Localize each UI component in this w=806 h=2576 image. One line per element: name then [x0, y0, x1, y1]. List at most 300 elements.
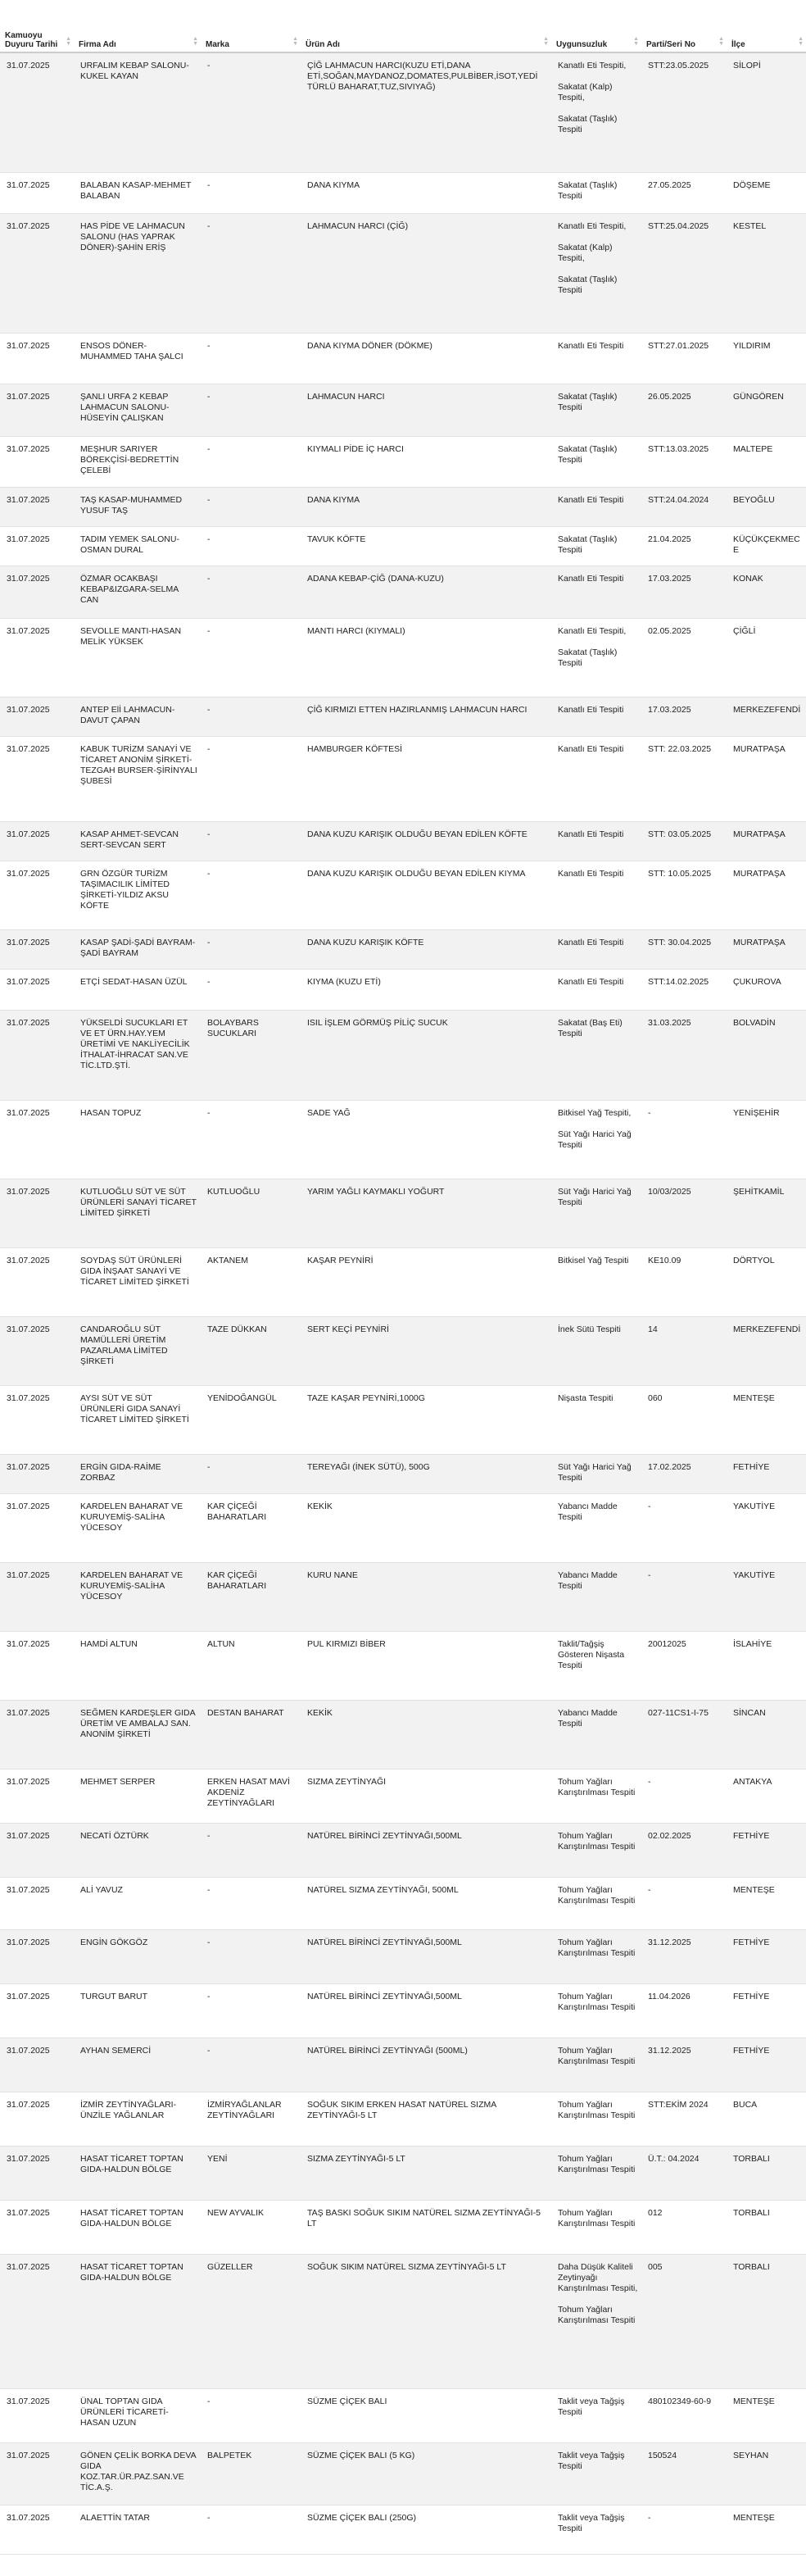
- cell-date: 31.07.2025: [0, 1454, 74, 1493]
- cell-product: LAHMACUN HARCI: [301, 384, 551, 436]
- issue-text: Kanatlı Eti Tespiti,: [558, 61, 627, 70]
- table-row: [0, 1454, 806, 1493]
- column-header-label: İlçe: [731, 40, 745, 49]
- cell-firm: ENGİN GÖKGÖZ: [74, 1929, 201, 1983]
- cell-product: NATÜREL BİRİNCİ ZEYTİNYAĞI,500ML: [301, 1929, 551, 1983]
- cell-issue: [551, 1929, 641, 1983]
- cell-lot: STT:13.03.2025: [641, 436, 727, 487]
- cell-date: 31.07.2025: [0, 2442, 74, 2505]
- issue-text: Yabancı Madde Tespiti: [558, 1707, 618, 1729]
- cell-brand: YENİ: [201, 2146, 301, 2200]
- cell-date: 31.07.2025: [0, 2505, 74, 2554]
- cell-district: FETHİYE: [727, 2038, 806, 2092]
- table-row: [0, 526, 806, 566]
- cell-district: FETHİYE: [727, 1929, 806, 1983]
- table-body: [0, 52, 806, 2554]
- cell-brand: -: [201, 333, 301, 384]
- cell-lot: Ü.T.: 04.2024: [641, 2146, 727, 2200]
- cell-date: 31.07.2025: [0, 2146, 74, 2200]
- table-row: [0, 2442, 806, 2505]
- cell-district: SEYHAN: [727, 2442, 806, 2505]
- issue-text: Tohum Yağları Karıştırılması Tespiti: [558, 1830, 636, 1851]
- cell-product: KIYMA (KUZU ETİ): [301, 969, 551, 1010]
- table-row: [0, 487, 806, 526]
- sort-icon[interactable]: ▲ ▼: [543, 36, 549, 47]
- cell-date: 31.07.2025: [0, 1010, 74, 1100]
- cell-lot: 10/03/2025: [641, 1179, 727, 1247]
- table-row: [0, 2038, 806, 2092]
- table-row: [0, 618, 806, 697]
- table-row: [0, 2146, 806, 2200]
- cell-district: YAKUTİYE: [727, 1493, 806, 1562]
- issue-text: Kanatlı Eti Tespiti: [558, 340, 624, 351]
- cell-brand: -: [201, 526, 301, 566]
- issue-text: Tohum Yağları Karıştırılması Tespiti: [558, 1937, 636, 1958]
- cell-issue: [551, 1010, 641, 1100]
- cell-product: DANA KUZU KARIŞIK KÖFTE: [301, 929, 551, 969]
- table-row: [0, 566, 806, 618]
- cell-district: TORBALI: [727, 2146, 806, 2200]
- issue-text: Sakatat (Taşlık) Tespiti: [558, 391, 618, 412]
- cell-issue: [551, 566, 641, 618]
- cell-brand: -: [201, 736, 301, 821]
- cell-brand: GÜZELLER: [201, 2254, 301, 2388]
- cell-district: YENİŞEHİR: [727, 1100, 806, 1179]
- cell-product: SIZMA ZEYTİNYAĞI: [301, 1769, 551, 1823]
- issue-text: Taklit veya Tağşiş Tespiti: [558, 2512, 625, 2533]
- cell-lot: 27.05.2025: [641, 172, 727, 213]
- cell-product: HAMBURGER KÖFTESİ: [301, 736, 551, 821]
- cell-brand: -: [201, 1100, 301, 1179]
- cell-product: DANA KIYMA: [301, 487, 551, 526]
- cell-brand: -: [201, 697, 301, 736]
- cell-firm: BALABAN KASAP-MEHMET BALABAN: [74, 172, 201, 213]
- cell-brand: -: [201, 436, 301, 487]
- cell-issue: [551, 2505, 641, 2554]
- table-row: [0, 1562, 806, 1631]
- cell-issue: [551, 526, 641, 566]
- issue-text: Kanatlı Eti Tespiti: [558, 704, 624, 715]
- cell-date: 31.07.2025: [0, 1983, 74, 2038]
- cell-firm: HAS PİDE VE LAHMACUN SALONU (HAS YAPRAK DÖNER)-ŞAHİN ERİŞ: [74, 213, 201, 333]
- table-row: [0, 697, 806, 736]
- issue-text: Sakatat (Taşlık) Tespiti: [558, 647, 618, 668]
- cell-firm: ERGİN GIDA-RAİME ZORBAZ: [74, 1454, 201, 1493]
- cell-product: ÇİĞ KIRMIZI ETTEN HAZIRLANMIŞ LAHMACUN HARCI: [301, 697, 551, 736]
- cell-district: SİNCAN: [727, 1700, 806, 1769]
- issue-text: Kanatlı Eti Tespiti: [558, 494, 624, 505]
- cell-issue: [551, 618, 641, 697]
- cell-issue: [551, 1247, 641, 1316]
- cell-district: MALTEPE: [727, 436, 806, 487]
- cell-firm: ŞANLI URFA 2 KEBAP LAHMACUN SALONU-HÜSEYİN ÇALIŞKAN: [74, 384, 201, 436]
- table-row: [0, 1700, 806, 1769]
- cell-district: FETHİYE: [727, 1454, 806, 1493]
- issue-text: Süt Yağı Harici Yağ Tespiti: [558, 1461, 632, 1483]
- cell-district: ÇİĞLİ: [727, 618, 806, 697]
- cell-brand: -: [201, 2038, 301, 2092]
- table-row: [0, 2505, 806, 2554]
- cell-lot: 005: [641, 2254, 727, 2388]
- cell-district: SİLOPİ: [727, 52, 806, 172]
- cell-product: SÜZME ÇİÇEK BALI (5 KG): [301, 2442, 551, 2505]
- cell-firm: KASAP ŞADİ-ŞADİ BAYRAM-ŞADİ BAYRAM: [74, 929, 201, 969]
- cell-firm: SEVOLLE MANTI-HASAN MELİK YÜKSEK: [74, 618, 201, 697]
- cell-firm: GÖNEN ÇELİK BORKA DEVA GIDA KOZ.TAR.ÜR.PAZ.SAN.VE TİC.A.Ş.: [74, 2442, 201, 2505]
- sort-icon[interactable]: ▲ ▼: [798, 36, 804, 47]
- cell-issue: [551, 1316, 641, 1385]
- cell-product: MANTI HARCI (KIYMALI): [301, 618, 551, 697]
- cell-district: MENTEŞE: [727, 1877, 806, 1929]
- cell-district: DÖŞEME: [727, 172, 806, 213]
- cell-issue: [551, 969, 641, 1010]
- cell-date: 31.07.2025: [0, 1179, 74, 1247]
- table-row: [0, 1631, 806, 1700]
- cell-brand: ERKEN HASAT MAVİ AKDENİZ ZEYTİNYAĞLARI: [201, 1769, 301, 1823]
- cell-date: 31.07.2025: [0, 861, 74, 929]
- issue-text: Kanatlı Eti Tespiti: [558, 743, 624, 754]
- column-header-label: Ürün Adı: [306, 40, 340, 49]
- col-date-header[interactable]: [0, 0, 74, 52]
- cell-firm: ANTEP Elİ LAHMACUN-DAVUT ÇAPAN: [74, 697, 201, 736]
- cell-brand: TAZE DÜKKAN: [201, 1316, 301, 1385]
- cell-issue: [551, 1385, 641, 1454]
- cell-date: 31.07.2025: [0, 969, 74, 1010]
- sort-icon[interactable]: ▲ ▼: [192, 36, 198, 47]
- cell-district: ANTAKYA: [727, 1769, 806, 1823]
- issue-text: Kanatlı Eti Tespiti: [558, 829, 624, 839]
- cell-product: ÇİĞ LAHMACUN HARCI(KUZU ETİ,DANA ETİ,SOĞAN,MAYDANOZ,DOMATES,PULBİBER,İSOT,YEDİ TÜRLÜ BAHARAT,TUZ,SIVIYAĞ): [301, 52, 551, 172]
- cell-lot: 480102349-60-9: [641, 2388, 727, 2442]
- cell-lot: STT:23.05.2025: [641, 52, 727, 172]
- cell-firm: KARDELEN BAHARAT VE KURUYEMİŞ-SALİHA YÜCESOY: [74, 1493, 201, 1562]
- table-row: [0, 2254, 806, 2388]
- issue-text: Taklit veya Tağşiş Tespiti: [558, 2396, 625, 2417]
- issue-text: Sakatat (Kalp) Tespiti,: [558, 242, 613, 263]
- issue-text: Sakatat (Taşlık) Tespiti: [558, 179, 618, 201]
- cell-district: YILDIRIM: [727, 333, 806, 384]
- cell-brand: -: [201, 1823, 301, 1877]
- issue-text: Yabancı Madde Tespiti: [558, 1570, 618, 1591]
- cell-date: 31.07.2025: [0, 526, 74, 566]
- table-row: [0, 1010, 806, 1100]
- cell-firm: GRN ÖZGÜR TURİZM TAŞIMACILIK LİMİTED ŞİRKETİ-YILDIZ AKSU KÖFTE: [74, 861, 201, 929]
- issue-text: Sakatat (Taşlık) Tespiti: [558, 534, 618, 555]
- cell-brand: -: [201, 566, 301, 618]
- cell-lot: 31.03.2025: [641, 1010, 727, 1100]
- cell-firm: ÜNAL TOPTAN GIDA ÜRÜNLERİ TİCARETİ-HASAN UZUN: [74, 2388, 201, 2442]
- column-header-label: Marka: [206, 40, 229, 49]
- table-row: [0, 333, 806, 384]
- cell-issue: [551, 736, 641, 821]
- cell-issue: [551, 861, 641, 929]
- cell-lot: STT:14.02.2025: [641, 969, 727, 1010]
- table-row: [0, 861, 806, 929]
- cell-lot: 060: [641, 1385, 727, 1454]
- cell-product: DANA KIYMA DÖNER (DÖKME): [301, 333, 551, 384]
- issue-text: Sakatat (Kalp) Tespiti,: [558, 82, 613, 102]
- cell-product: TAZE KAŞAR PEYNİRİ,1000G: [301, 1385, 551, 1454]
- cell-brand: -: [201, 1983, 301, 2038]
- cell-date: 31.07.2025: [0, 566, 74, 618]
- issue-text: Tohum Yağları Karıştırılması Tespiti: [558, 2207, 636, 2228]
- cell-lot: -: [641, 2505, 727, 2554]
- cell-date: 31.07.2025: [0, 929, 74, 969]
- cell-product: PUL KIRMIZI BİBER: [301, 1631, 551, 1700]
- cell-brand: -: [201, 172, 301, 213]
- issue-text: Tohum Yağları Karıştırılması Tespiti: [558, 1776, 636, 1797]
- table-row: [0, 52, 806, 172]
- cell-issue: [551, 1700, 641, 1769]
- table-row: [0, 1100, 806, 1179]
- sort-icon[interactable]: ▲ ▼: [292, 36, 298, 47]
- cell-lot: -: [641, 1769, 727, 1823]
- issue-text: Tohum Yağları Karıştırılması Tespiti: [558, 1991, 636, 2012]
- col-issue-header[interactable]: [551, 0, 641, 52]
- cell-firm: TAŞ KASAP-MUHAMMED YUSUF TAŞ: [74, 487, 201, 526]
- cell-product: NATÜREL BİRİNCİ ZEYTİNYAĞI (500ML): [301, 2038, 551, 2092]
- cell-product: YARIM YAĞLI KAYMAKLI YOĞURT: [301, 1179, 551, 1247]
- cell-brand: -: [201, 2388, 301, 2442]
- cell-district: TORBALI: [727, 2254, 806, 2388]
- cell-issue: [551, 2146, 641, 2200]
- issue-text: Nişasta Tespiti: [558, 1392, 614, 1403]
- cell-brand: -: [201, 487, 301, 526]
- cell-firm: ALAETTİN TATAR: [74, 2505, 201, 2554]
- cell-brand: -: [201, 1877, 301, 1929]
- table-row: [0, 1247, 806, 1316]
- cell-product: SÜZME ÇİÇEK BALI: [301, 2388, 551, 2442]
- cell-firm: AYHAN SEMERCİ: [74, 2038, 201, 2092]
- cell-firm: KARDELEN BAHARAT VE KURUYEMİŞ-SALİHA YÜCESOY: [74, 1562, 201, 1631]
- cell-lot: 150524: [641, 2442, 727, 2505]
- cell-lot: 17.03.2025: [641, 566, 727, 618]
- cell-issue: [551, 2092, 641, 2146]
- cell-product: NATÜREL BİRİNCİ ZEYTİNYAĞI,500ML: [301, 1983, 551, 2038]
- column-header-label: Parti/Seri No: [646, 40, 696, 49]
- issue-text: Tohum Yağları Karıştırılması Tespiti: [558, 2153, 636, 2174]
- cell-issue: [551, 2442, 641, 2505]
- cell-product: NATÜREL SIZMA ZEYTİNYAĞI, 500ML: [301, 1877, 551, 1929]
- cell-brand: -: [201, 969, 301, 1010]
- cell-firm: HASAT TİCARET TOPTAN GIDA-HALDUN BÖLGE: [74, 2254, 201, 2388]
- cell-brand: ALTUN: [201, 1631, 301, 1700]
- issue-text: Yabancı Madde Tespiti: [558, 1501, 618, 1522]
- col-product-header[interactable]: [301, 0, 551, 52]
- cell-issue: [551, 1769, 641, 1823]
- cell-brand: BALPETEK: [201, 2442, 301, 2505]
- cell-brand: -: [201, 861, 301, 929]
- cell-date: 31.07.2025: [0, 213, 74, 333]
- cell-district: MENTEŞE: [727, 2388, 806, 2442]
- table-row: [0, 1823, 806, 1877]
- table-row: [0, 1493, 806, 1562]
- issue-text: Sakatat (Taşlık) Tespiti: [558, 114, 618, 134]
- cell-date: 31.07.2025: [0, 52, 74, 172]
- cell-district: MURATPAŞA: [727, 736, 806, 821]
- cell-date: 31.07.2025: [0, 2200, 74, 2254]
- col-firm-header[interactable]: [74, 0, 201, 52]
- cell-brand: -: [201, 1454, 301, 1493]
- cell-issue: [551, 52, 641, 172]
- issue-text: Kanatlı Eti Tespiti: [558, 976, 624, 987]
- cell-date: 31.07.2025: [0, 2092, 74, 2146]
- cell-issue: [551, 821, 641, 861]
- cell-lot: -: [641, 1493, 727, 1562]
- cell-firm: HASAN TOPUZ: [74, 1100, 201, 1179]
- issue-text: Tohum Yağları Karıştırılması Tespiti: [558, 1884, 636, 1906]
- cell-brand: NEW AYVALIK: [201, 2200, 301, 2254]
- cell-product: NATÜREL BİRİNCİ ZEYTİNYAĞI,500ML: [301, 1823, 551, 1877]
- cell-district: ÇUKUROVA: [727, 969, 806, 1010]
- cell-firm: URFALIM KEBAP SALONU-KUKEL KAYAN: [74, 52, 201, 172]
- cell-issue: [551, 2200, 641, 2254]
- cell-date: 31.07.2025: [0, 1631, 74, 1700]
- cell-date: 31.07.2025: [0, 1247, 74, 1316]
- cell-district: İSLAHİYE: [727, 1631, 806, 1700]
- cell-district: BUCA: [727, 2092, 806, 2146]
- cell-date: 31.07.2025: [0, 1385, 74, 1454]
- cell-product: TAŞ BASKI SOĞUK SIKIM NATÜREL SIZMA ZEYTİNYAĞI-5 LT: [301, 2200, 551, 2254]
- cell-brand: BOLAYBARS SUCUKLARI: [201, 1010, 301, 1100]
- cell-product: KIYMALI PİDE İÇ HARCI: [301, 436, 551, 487]
- cell-issue: [551, 1454, 641, 1493]
- cell-lot: 21.04.2025: [641, 526, 727, 566]
- cell-issue: [551, 436, 641, 487]
- cell-firm: İZMİR ZEYTİNYAĞLARI-ÜNZİLE YAĞLANLAR: [74, 2092, 201, 2146]
- cell-firm: KABUK TURİZM SANAYİ VE TİCARET ANONİM ŞİRKETİ-TEZGAH BURSER-ŞİRİNYALI ŞUBESİ: [74, 736, 201, 821]
- cell-brand: -: [201, 2505, 301, 2554]
- cell-issue: [551, 487, 641, 526]
- cell-brand: -: [201, 1929, 301, 1983]
- issue-text: Taklit/Tağşiş Gösteren Nişasta Tespiti: [558, 1638, 625, 1670]
- cell-firm: TURGUT BARUT: [74, 1983, 201, 2038]
- cell-date: 31.07.2025: [0, 1316, 74, 1385]
- cell-brand: -: [201, 384, 301, 436]
- table-row: [0, 1983, 806, 2038]
- cell-issue: [551, 384, 641, 436]
- table-row: [0, 2388, 806, 2442]
- cell-issue: [551, 1100, 641, 1179]
- issue-text: Daha Düşük Kaliteli Zeytinyağı Karıştırılması Tespiti,: [558, 2261, 638, 2293]
- column-header-label: Kamuoyu Duyuru Tarihi: [5, 31, 58, 49]
- cell-lot: STT: 10.05.2025: [641, 861, 727, 929]
- issue-text: Kanatlı Eti Tespiti: [558, 573, 624, 584]
- cell-district: ŞEHİTKAMİL: [727, 1179, 806, 1247]
- table-row: [0, 1385, 806, 1454]
- issue-text: Tohum Yağları Karıştırılması Tespiti: [558, 2045, 636, 2066]
- cell-lot: 14: [641, 1316, 727, 1385]
- cell-issue: [551, 172, 641, 213]
- cell-date: 31.07.2025: [0, 2038, 74, 2092]
- issue-text: Sakatat (Taşlık) Tespiti: [558, 443, 618, 465]
- cell-firm: KASAP AHMET-SEVCAN SERT-SEVCAN SERT: [74, 821, 201, 861]
- cell-product: DANA KUZU KARIŞIK OLDUĞU BEYAN EDİLEN KÖFTE: [301, 821, 551, 861]
- cell-lot: 11.04.2026: [641, 1983, 727, 2038]
- cell-issue: [551, 2038, 641, 2092]
- col-district-header[interactable]: [727, 0, 806, 52]
- issue-text: Sakatat (Baş Eti) Tespiti: [558, 1017, 623, 1038]
- cell-district: BOLVADİN: [727, 1010, 806, 1100]
- cell-date: 31.07.2025: [0, 172, 74, 213]
- issue-text: Bitkisel Yağ Tespiti: [558, 1255, 629, 1265]
- cell-lot: -: [641, 1562, 727, 1631]
- table-row: [0, 969, 806, 1010]
- cell-brand: -: [201, 618, 301, 697]
- cell-firm: ENSOS DÖNER-MUHAMMED TAHA ŞALCI: [74, 333, 201, 384]
- issue-text: Taklit veya Tağşiş Tespiti: [558, 2450, 625, 2471]
- cell-firm: HASAT TİCARET TOPTAN GIDA-HALDUN BÖLGE: [74, 2200, 201, 2254]
- cell-district: MURATPAŞA: [727, 821, 806, 861]
- cell-district: KONAK: [727, 566, 806, 618]
- cell-date: 31.07.2025: [0, 1929, 74, 1983]
- issue-text: Tohum Yağları Karıştırılması Tespiti: [558, 2304, 636, 2325]
- cell-firm: TADIM YEMEK SALONU-OSMAN DURAL: [74, 526, 201, 566]
- cell-date: 31.07.2025: [0, 1823, 74, 1877]
- cell-lot: 17.03.2025: [641, 697, 727, 736]
- issue-text: İnek Sütü Tespiti: [558, 1324, 621, 1334]
- cell-district: KÜÇÜKÇEKMECE: [727, 526, 806, 566]
- cell-lot: 20012025: [641, 1631, 727, 1700]
- cell-lot: STT:25.04.2025: [641, 213, 727, 333]
- issue-text: Kanatlı Eti Tespiti,: [558, 220, 627, 231]
- table-row: [0, 2092, 806, 2146]
- cell-brand: DESTAN BAHARAT: [201, 1700, 301, 1769]
- cell-brand: -: [201, 52, 301, 172]
- cell-district: DÖRTYOL: [727, 1247, 806, 1316]
- cell-date: 31.07.2025: [0, 697, 74, 736]
- cell-district: GÜNGÖREN: [727, 384, 806, 436]
- sort-icon[interactable]: ▲ ▼: [718, 36, 724, 47]
- cell-district: MENTEŞE: [727, 1385, 806, 1454]
- cell-date: 31.07.2025: [0, 487, 74, 526]
- issue-text: Süt Yağı Harici Yağ Tespiti: [558, 1186, 632, 1207]
- cell-district: FETHİYE: [727, 1823, 806, 1877]
- table-row: [0, 929, 806, 969]
- cell-lot: STT:EKİM 2024: [641, 2092, 727, 2146]
- cell-issue: [551, 333, 641, 384]
- cell-date: 31.07.2025: [0, 1877, 74, 1929]
- cell-product: ADANA KEBAP-ÇİĞ (DANA-KUZU): [301, 566, 551, 618]
- cell-district: BEYOĞLU: [727, 487, 806, 526]
- cell-firm: ÖZMAR OCAKBAŞI KEBAP&IZGARA-SELMA CAN: [74, 566, 201, 618]
- cell-brand: -: [201, 929, 301, 969]
- cell-district: YAKUTİYE: [727, 1562, 806, 1631]
- issue-text: Kanatlı Eti Tespiti: [558, 937, 624, 947]
- cell-lot: 31.12.2025: [641, 2038, 727, 2092]
- cell-firm: CANDAROĞLU SÜT MAMÜLLERİ ÜRETİM PAZARLAMA LİMİTED ŞİRKETİ: [74, 1316, 201, 1385]
- sort-icon[interactable]: ▲ ▼: [66, 36, 71, 47]
- cell-firm: HAMDİ ALTUN: [74, 1631, 201, 1700]
- cell-product: SOĞUK SIKIM NATÜREL SIZMA ZEYTİNYAĞI-5 LT: [301, 2254, 551, 2388]
- col-brand-header[interactable]: [201, 0, 301, 52]
- cell-lot: -: [641, 1100, 727, 1179]
- cell-district: MURATPAŞA: [727, 861, 806, 929]
- cell-lot: 027-11CS1-I-75: [641, 1700, 727, 1769]
- col-lot-header[interactable]: [641, 0, 727, 52]
- cell-issue: [551, 1631, 641, 1700]
- cell-date: 31.07.2025: [0, 1700, 74, 1769]
- table-row: [0, 1929, 806, 1983]
- cell-brand: İZMİRYAĞLANLAR ZEYTİNYAĞLARI: [201, 2092, 301, 2146]
- sort-icon[interactable]: ▲ ▼: [633, 36, 639, 47]
- cell-firm: SOYDAŞ SÜT ÜRÜNLERİ GIDA İNŞAAT SANAYİ VE TİCARET LİMİTED ŞİRKETİ: [74, 1247, 201, 1316]
- cell-date: 31.07.2025: [0, 736, 74, 821]
- cell-lot: 17.02.2025: [641, 1454, 727, 1493]
- cell-lot: -: [641, 1877, 727, 1929]
- cell-product: DANA KUZU KARIŞIK OLDUĞU BEYAN EDİLEN KIYMA: [301, 861, 551, 929]
- cell-brand: -: [201, 213, 301, 333]
